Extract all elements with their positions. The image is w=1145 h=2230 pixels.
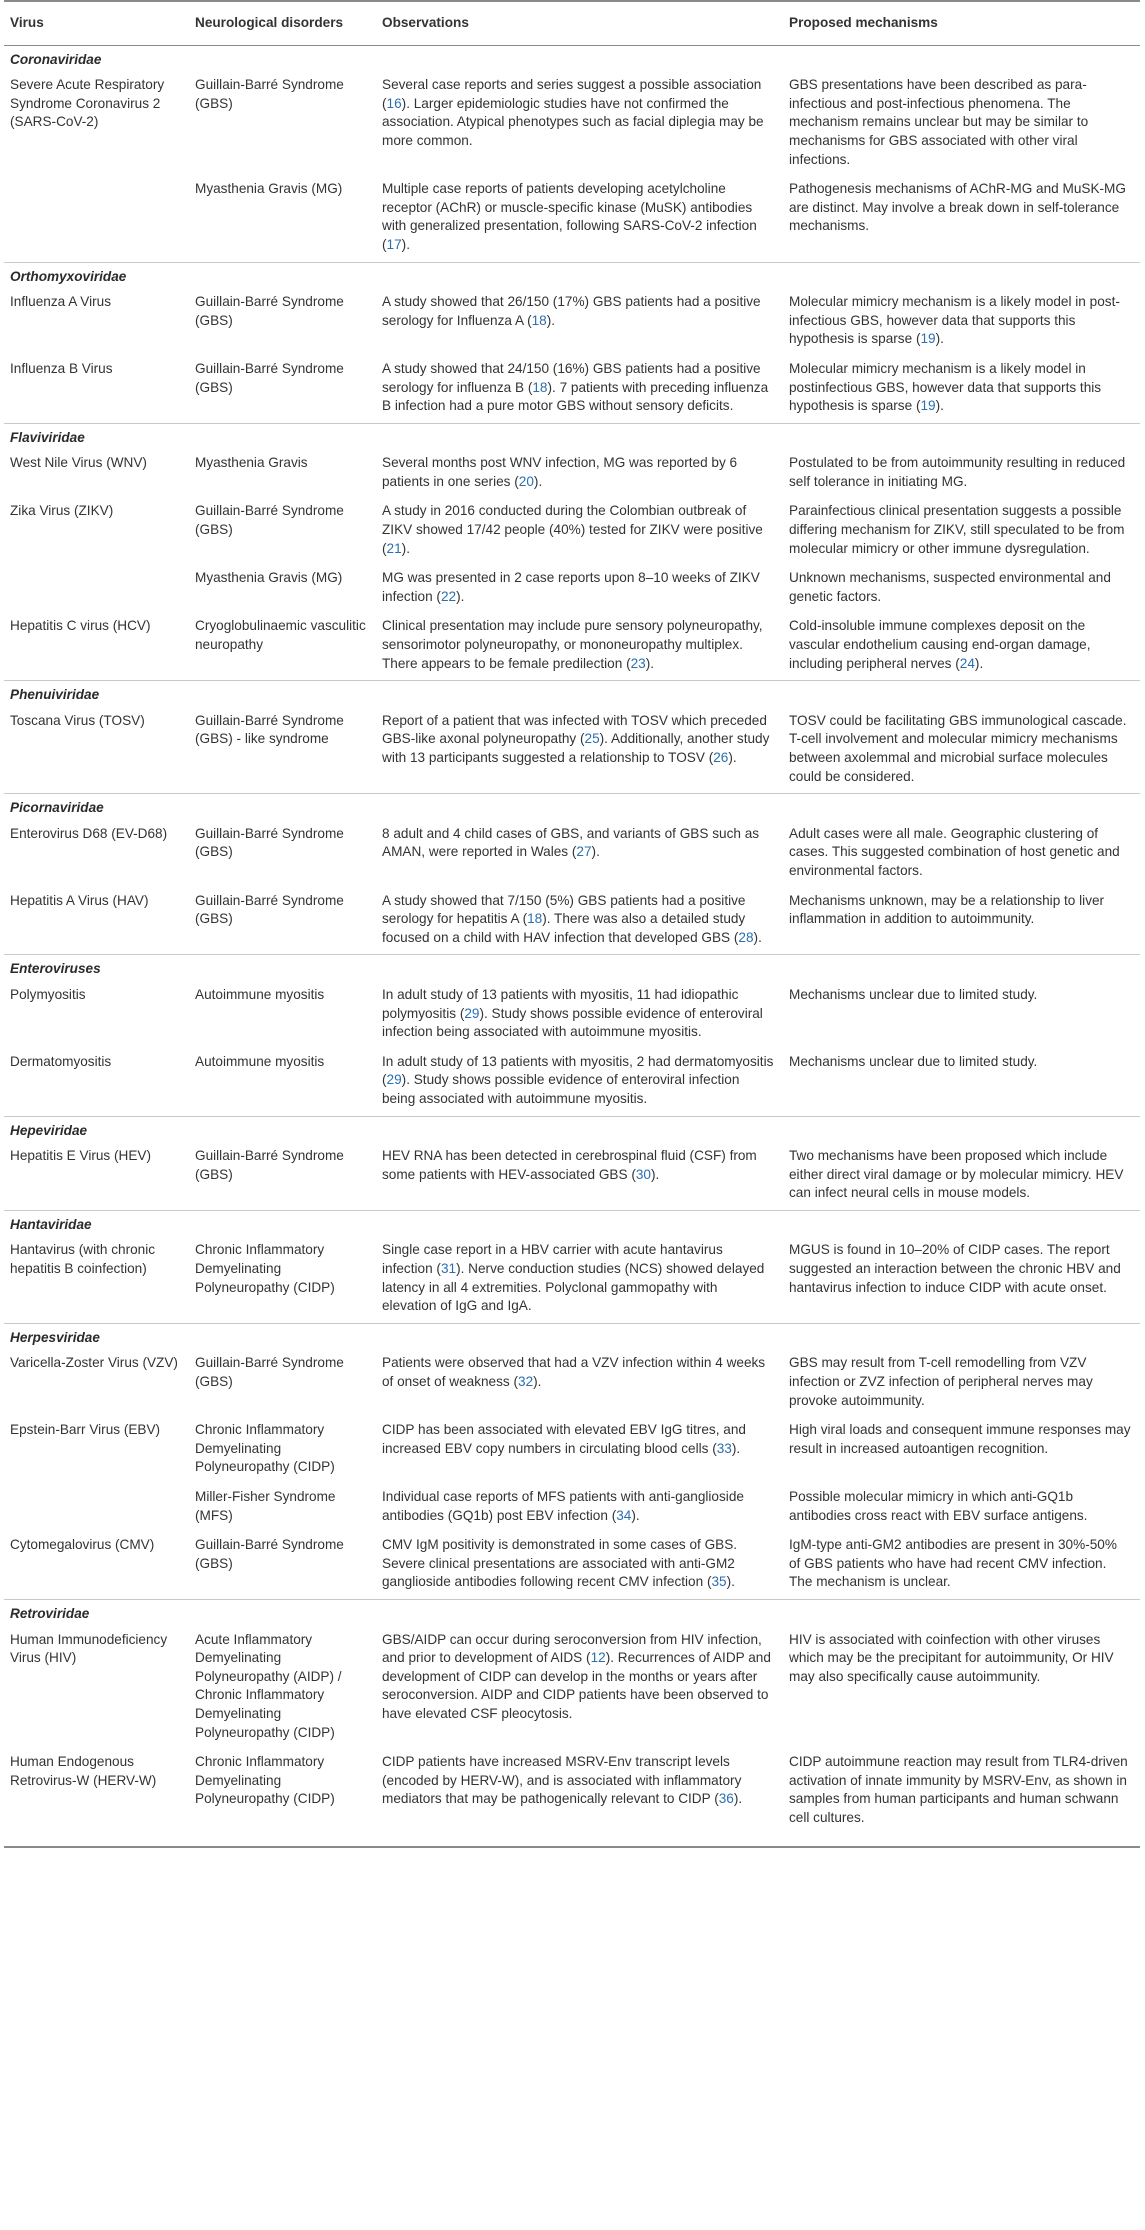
mechanisms-cell: Parainfectious clinical presentation suggests a possible differing mechanism for ZIKV, still speculated to be from molecular mimicry or other immune dysregulation. <box>789 503 1125 556</box>
reference-link[interactable]: 19 <box>920 398 936 414</box>
table-row <box>4 176 1140 262</box>
mechanisms-cell: Pathogenesis mechanisms of AChR-MG and MuSK-MG are distinct. May involve a break down in self-tolerance mechanisms. <box>789 181 1126 234</box>
reference-link[interactable]: 24 <box>959 655 975 671</box>
reference-link[interactable]: 18 <box>532 379 548 395</box>
reference-link[interactable]: 28 <box>738 929 754 945</box>
table-row <box>4 72 1140 176</box>
observations-cell: CIDP has been associated with elevated EBV IgG titres, and increased EBV copy numbers in circulating blood cells (33). <box>382 1422 746 1456</box>
table-row <box>4 1749 1140 1846</box>
disorder-cell: Myasthenia Gravis (MG) <box>195 181 343 197</box>
reference-link[interactable]: 22 <box>440 588 457 604</box>
virus-cell <box>4 176 189 262</box>
observations-cell: In adult study of 13 patients with myositis, 11 had idiopathic polymyositis (29). Study shows possible evidence of enteroviral infection being associated with autoimmune myositis. <box>382 986 763 1040</box>
virus-family-row <box>4 1323 1140 1350</box>
table-body <box>4 45 1140 1846</box>
observations-cell: In adult study of 13 patients with myositis, 2 had dermatomyositis (29). Study shows possible evidence of enteroviral infection being associated with autoimmune myositis. <box>382 1053 774 1106</box>
reference-link[interactable]: 16 <box>386 95 402 111</box>
reference-link[interactable]: 36 <box>718 1791 734 1807</box>
virus-family-row <box>4 423 1140 450</box>
virus-family-label: Coronaviridae <box>10 51 102 67</box>
reference-link[interactable]: 18 <box>527 911 543 927</box>
virus-cell: Epstein-Barr Virus (EBV) <box>10 1422 161 1438</box>
virus-family-label: Picornaviridae <box>4 794 1140 821</box>
virus-cell: Severe Acute Respiratory Syndrome Coronavirus 2 (SARS-CoV-2) <box>10 77 165 130</box>
table-row <box>4 708 1140 794</box>
mechanisms-cell: HIV is associated with coinfection with other viruses which may be the precipitant for autoimmunity, Or HIV may also specifically cause autoimmunity. <box>789 1631 1114 1684</box>
table-row <box>4 1532 1140 1599</box>
disorder-cell: Guillain-Barré Syndrome (GBS) <box>195 892 344 927</box>
virus-family-label: Enteroviruses <box>4 955 1140 982</box>
virus-family-label: Orthomyxoviridae <box>4 262 1140 289</box>
disorder-cell: Guillain-Barré Syndrome (GBS) <box>195 503 344 538</box>
disorder-cell: Guillain-Barré Syndrome (GBS) <box>195 360 344 395</box>
virus-cell: Toscana Virus (TOSV) <box>10 712 145 728</box>
header-row <box>4 1 1140 45</box>
reference-link[interactable]: 27 <box>576 844 592 860</box>
disorder-cell: Guillain-Barré Syndrome (GBS) <box>195 1148 344 1182</box>
virus-family-row <box>4 262 1140 289</box>
table-row <box>4 613 1140 680</box>
virus-family-row <box>4 45 1140 72</box>
observations-cell: Single case report in a HBV carrier with acute hantavirus infection (31). Nerve conduction studies (NCS) showed delayed latency in all 4 extremities. Polyclonal gammopathy with elevation of IgG and IgA. <box>382 1242 765 1314</box>
disorder-cell: Autoimmune myositis <box>195 986 325 1002</box>
observations-cell: A study in 2016 conducted during the Colombian outbreak of ZIKV showed 17/42 people (40%) tested for ZIKV were positive (21). <box>382 503 763 556</box>
header-virus: Virus <box>4 1 189 45</box>
observations-cell: 8 adult and 4 child cases of GBS, and variants of GBS such as AMAN, were reported in Wales (27). <box>382 825 760 860</box>
disorder-cell: Guillain-Barré Syndrome (GBS) <box>195 825 344 860</box>
mechanisms-cell: IgM-type anti-GM2 antibodies are present in 30%-50% of GBS patients who have had recent CMV infection. The mechanism is unclear. <box>789 1537 1117 1590</box>
reference-link[interactable]: 29 <box>386 1072 402 1088</box>
mechanisms-cell: Postulated to be from autoimmunity resulting in reduced self tolerance in initiating MG. <box>789 455 1126 489</box>
reference-link[interactable]: 34 <box>616 1507 632 1523</box>
virus-cell: Hepatitis E Virus (HEV) <box>10 1148 152 1164</box>
reference-link[interactable]: 12 <box>590 1650 606 1666</box>
mechanisms-cell: GBS presentations have been described as para-infectious and post-infectious phenomena. The mechanism remains unclear but may be similar to mechanisms for GBS associated with other viral infections. <box>789 77 1089 167</box>
observations-cell: A study showed that 7/150 (5%) GBS patients had a positive serology for hepatitis A (18). There was also a detailed study focused on a child with HAV infection that developed GBS (28). <box>382 892 762 945</box>
disorder-cell: Guillain-Barré Syndrome (GBS) - like syndrome <box>195 712 344 747</box>
mechanisms-cell: TOSV could be facilitating GBS immunological cascade. T-cell involvement and molecular mimicry mechanisms between axolemmal and microbial surface molecules could be considered. <box>789 712 1127 784</box>
virus-family-row <box>4 681 1140 708</box>
observations-cell: CMV IgM positivity is demonstrated in some cases of GBS. Severe clinical presentations are associated with anti-GM2 ganglioside antibodies following recent CMV infection (35). <box>382 1537 738 1590</box>
table-row <box>4 1350 1140 1417</box>
virus-cell: Influenza A Virus <box>10 294 112 310</box>
disorder-cell: Cryoglobulinaemic vasculitic neuropathy <box>195 618 366 653</box>
table-row <box>4 565 1140 613</box>
virus-cell: Human Immunodeficiency Virus (HIV) <box>10 1631 168 1666</box>
table-row <box>4 1237 1140 1323</box>
observations-cell: A study showed that 24/150 (16%) GBS patients had a positive serology for influenza B (18). 7 patients with preceding influenza B infection had a pure motor GBS without sensory deficits. <box>382 360 769 414</box>
virus-family-row <box>4 1210 1140 1237</box>
reference-link[interactable]: 19 <box>920 331 936 347</box>
virus-neurological-disorders-table <box>4 0 1140 1848</box>
reference-link[interactable]: 31 <box>440 1261 457 1277</box>
virus-family-label: Flaviviridae <box>4 423 1140 450</box>
header-neurological-disorders: Neurological disorders <box>189 1 376 45</box>
observations-cell: Clinical presentation may include pure sensory polyneuropathy, sensorimotor polyneuropathy, or mononeuropathy multiplex. There appears to be female predilection (23). <box>382 618 763 671</box>
reference-link[interactable]: 26 <box>713 750 729 765</box>
reference-link[interactable]: 18 <box>531 312 547 328</box>
virus-family-row <box>4 794 1140 821</box>
virus-cell: Dermatomyositis <box>10 1053 112 1069</box>
observations-cell: CIDP patients have increased MSRV-Env transcript levels (encoded by HERV-W), and is associated with inflammatory mediators that may be pathogenically relevant to CIDP (36). <box>376 1749 783 1846</box>
mechanisms-cell: GBS may result from T-cell remodelling from VZV infection or ZVZ infection of peripheral nerves may provoke autoimmunity. <box>789 1355 1093 1408</box>
mechanisms-cell: Mechanisms unclear due to limited study. <box>789 1053 1038 1069</box>
table-row <box>4 1627 1140 1750</box>
header-proposed-mechanisms: Proposed mechanisms <box>783 1 1140 45</box>
table-row <box>4 289 1140 356</box>
mechanisms-cell: Two mechanisms have been proposed which include either direct viral damage or by molecular mimicry. HEV can infect neural cells in mouse models. <box>789 1148 1124 1201</box>
mechanisms-cell: Unknown mechanisms, suspected environmental and genetic factors. <box>789 570 1111 604</box>
reference-link[interactable]: 17 <box>386 236 402 252</box>
mechanisms-cell: Molecular mimicry mechanism is a likely model in postinfectious GBS, however data that supports this hypothesis is sparse (19). <box>789 360 1102 414</box>
observations-cell: Individual case reports of MFS patients with anti-ganglioside antibodies (GQ1b) post EBV infection (34). <box>382 1489 744 1523</box>
observations-cell: A study showed that 26/150 (17%) GBS patients had a positive serology for Influenza A (18). <box>382 294 761 328</box>
table-row <box>4 1049 1140 1116</box>
disorder-cell: Guillain-Barré Syndrome (GBS) <box>195 77 344 111</box>
disorder-cell: Chronic Inflammatory Demyelinating Polyneuropathy (CIDP) <box>195 1422 335 1475</box>
virus-family-label: Retroviridae <box>4 1599 1140 1626</box>
virus-cell: Cytomegalovirus (CMV) <box>10 1537 155 1553</box>
disorder-cell: Guillain-Barré Syndrome (GBS) <box>195 1537 344 1571</box>
observations-cell: MG was presented in 2 case reports upon 8–10 weeks of ZIKV infection (22). <box>382 570 760 604</box>
virus-family-label: Hantaviridae <box>4 1210 1140 1237</box>
table-row <box>4 1143 1140 1210</box>
virus-family-row <box>4 1599 1140 1626</box>
reference-link[interactable]: 23 <box>630 655 646 671</box>
virus-cell: Varicella-Zoster Virus (VZV) <box>10 1355 178 1371</box>
mechanisms-cell: Mechanisms unknown, may be a relationship to liver inflammation in addition to autoimmunity. <box>789 892 1105 927</box>
table-header <box>4 1 1140 45</box>
virus-family-row <box>4 1116 1140 1143</box>
table-row <box>4 888 1140 955</box>
virus-cell: Hepatitis A Virus (HAV) <box>10 892 149 908</box>
reference-link[interactable]: 20 <box>518 473 534 489</box>
virus-family-label: Herpesviridae <box>4 1323 1140 1350</box>
table-row <box>4 821 1140 888</box>
virus-cell: Hantavirus (with chronic hepatitis B coinfection) <box>10 1242 156 1277</box>
virus-family-label: Hepeviridae <box>4 1116 1140 1143</box>
reference-link[interactable]: 33 <box>716 1440 732 1456</box>
observations-cell: Multiple case reports of patients developing acetylcholine receptor (AChR) or muscle-specific kinase (MuSK) antibodies with generalized presentation, following SARS-CoV-2 infection (17). <box>382 181 757 252</box>
virus-cell: Influenza B Virus <box>10 360 113 376</box>
reference-link[interactable]: 29 <box>464 1005 480 1021</box>
mechanisms-cell: MGUS is found in 10–20% of CIDP cases. The report suggested an interaction between the chronic HBV and hantavirus infection to induce CIDP with acute onset. <box>789 1242 1121 1295</box>
observations-cell: HEV RNA has been detected in cerebrospinal fluid (CSF) from some patients with HEV-associated GBS (30). <box>382 1148 757 1182</box>
disorder-cell: Miller-Fisher Syndrome (MFS) <box>195 1489 336 1523</box>
reference-link[interactable]: 35 <box>711 1574 727 1590</box>
disorder-cell: Myasthenia Gravis (MG) <box>195 570 343 586</box>
virus-cell: Hepatitis C virus (HCV) <box>10 618 151 634</box>
virus-cell <box>4 565 189 613</box>
table-row <box>4 356 1140 423</box>
virus-cell: Human Endogenous Retrovirus-W (HERV-W) <box>4 1749 189 1846</box>
reference-link[interactable]: 32 <box>518 1374 534 1390</box>
virus-family-row <box>4 955 1140 982</box>
virus-cell: Polymyositis <box>10 986 86 1002</box>
disorder-cell: Guillain-Barré Syndrome (GBS) <box>195 294 344 328</box>
table-row <box>4 1417 1140 1484</box>
observations-cell: Several case reports and series suggest a possible association (16). Larger epidemiologic studies have not confirmed the association. Atypical phenotypes such as facial diplegia may be more common. <box>382 77 764 148</box>
table-row <box>4 1484 1140 1532</box>
disorder-cell: Chronic Inflammatory Demyelinating Polyneuropathy (CIDP) <box>195 1242 335 1295</box>
mechanisms-cell: Mechanisms unclear due to limited study. <box>789 986 1038 1002</box>
reference-link[interactable]: 21 <box>386 540 402 556</box>
virus-cell: Zika Virus (ZIKV) <box>10 503 114 519</box>
table-row <box>4 498 1140 565</box>
disorder-cell: Myasthenia Gravis <box>195 455 308 471</box>
mechanisms-cell: CIDP autoimmune reaction may result from TLR4-driven activation of innate immunity by MSRV-Env, as shown in samples from human participants and human schwann cell cultures. <box>783 1749 1140 1846</box>
header-observations: Observations <box>376 1 783 45</box>
observations-cell: Several months post WNV infection, MG was reported by 6 patients in one series (20). <box>382 455 738 489</box>
mechanisms-cell: Adult cases were all male. Geographic clustering of cases. This suggested combination of host genetic and environmental factors. <box>789 825 1120 878</box>
disorder-cell: Chronic Inflammatory Demyelinating Polyneuropathy (CIDP) <box>189 1749 376 1846</box>
disorder-cell: Guillain-Barré Syndrome (GBS) <box>195 1355 344 1390</box>
observations-cell: GBS/AIDP can occur during seroconversion from HIV infection, and prior to development of AIDS (12). Recurrences of AIDP and development of CIDP can develop in the months or years after seroconversion. AIDP and CIDP patients have been observed to have elevated CSF pleocytosis. <box>382 1631 771 1721</box>
virus-family-label: Phenuiviridae <box>4 681 1140 708</box>
virus-cell: West Nile Virus (WNV) <box>10 455 147 471</box>
disorder-cell: Acute Inflammatory Demyelinating Polyneuropathy (AIDP) / Chronic Inflammatory Demyelinating Polyneuropathy (CIDP) <box>195 1631 342 1740</box>
table-row <box>4 982 1140 1049</box>
table-row <box>4 450 1140 498</box>
observations-cell: Patients were observed that had a VZV infection within 4 weeks of onset of weakness (32). <box>382 1355 766 1390</box>
virus-cell: Enterovirus D68 (EV-D68) <box>10 825 168 841</box>
reference-link[interactable]: 30 <box>635 1166 651 1182</box>
disorder-cell: Autoimmune myositis <box>195 1053 325 1069</box>
mechanisms-cell: Molecular mimicry mechanism is a likely model in post-infectious GBS, however data that supports this hypothesis is sparse (19). <box>789 294 1120 347</box>
observations-cell: Report of a patient that was infected with TOSV which preceded GBS-like axonal polyneuropathy (25). Additionally, another study with 13 participants suggested a relationship to TOSV (26). <box>382 712 770 765</box>
reference-link[interactable]: 25 <box>584 731 600 747</box>
mechanisms-cell: Cold-insoluble immune complexes deposit on the vascular endothelium causing end-organ damage, including peripheral nerves (24). <box>789 618 1091 671</box>
mechanisms-cell: High viral loads and consequent immune responses may result in increased autoantigen recognition. <box>789 1422 1131 1456</box>
mechanisms-cell: Possible molecular mimicry in which anti-GQ1b antibodies cross react with EBV surface antigens. <box>789 1489 1088 1523</box>
virus-cell <box>4 1484 189 1532</box>
